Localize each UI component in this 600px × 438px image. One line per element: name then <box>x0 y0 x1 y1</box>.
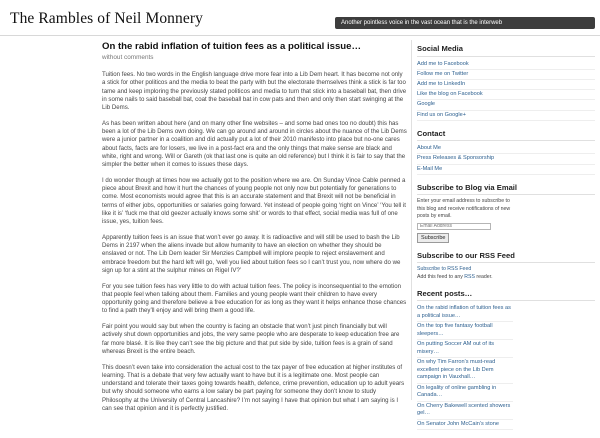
google-link[interactable]: Google <box>417 101 436 108</box>
press-releases-link[interactable]: Press Releases & Sponsorship <box>417 155 495 162</box>
list-item <box>417 322 513 340</box>
twitter-link[interactable]: Follow me on Twitter <box>417 70 469 77</box>
recent-posts-list <box>417 304 513 430</box>
list-item <box>417 70 595 80</box>
sidebar-divider <box>411 40 412 400</box>
recent-post-link[interactable]: On the rabid inflation of tuition fees as a political issue… <box>417 305 511 319</box>
list-item <box>417 100 595 110</box>
post-paragraph: Fair point you would say but when the country is facing an obstacle that won’t just pinch financially but will actively shut down opportunities and jobs, the very same people who are desperate to keep education free are far more blasé. It is like they can’t see the big picture and that put side by side, tuition fees is a grain of sand whereas Brexit is the entire beach. <box>102 323 400 355</box>
list-item <box>417 304 513 322</box>
recent-posts-heading: Recent posts… <box>417 289 595 302</box>
google-plus-link[interactable]: Find us on Google+ <box>417 111 466 118</box>
social-media-heading: Social Media <box>417 44 595 57</box>
facebook-link[interactable]: Add me to Facebook <box>417 60 469 67</box>
list-item <box>417 90 595 100</box>
subscribe-email-heading: Subscribe to Blog via Email <box>417 183 595 196</box>
post-paragraph: This doesn’t even take into consideration the actual cost to the tax payer of free education at higher institutes of learning. That is a debate that very few actually want to have but it is a legitimate one. Most people can understand and tolerate their taxes going towards health, defence, crime prevention, education up to adult years but why should someone who earns a low salary be part paying for someone they don’t know to study Philosophy at the University of Central Lancashire? I’m not saying I have that opinion but what I am saying is I can see that opinion and it is perfectly justified. <box>102 363 405 412</box>
sidebar <box>417 44 595 438</box>
subscribe-button[interactable]: Subscribe <box>417 233 449 243</box>
list-item <box>417 165 595 175</box>
subscribe-description: Enter your email address to subscribe to this blog and receive notifications of new posts by email. <box>417 198 511 219</box>
list-item <box>417 358 513 384</box>
rss-feed-link[interactable]: Subscribe to RSS Feed <box>417 266 472 273</box>
rss-subscribe-line <box>417 266 595 273</box>
email-address-input[interactable] <box>417 223 491 230</box>
list-item <box>417 402 513 420</box>
list-item <box>417 384 513 402</box>
rss-reader-suffix: reader. <box>474 273 493 280</box>
post-paragraph: For you see tuition fees has very little to do with actual tuition fees. The policy is inconsequential to the emotion that people feel when talking about them. Families and young people want their children to have every opportunity going and therefore believe a free education for as long as they want it helps enhance those chances to find a path they’ll enjoy and will bring them a good life. <box>102 282 407 315</box>
spacer <box>417 243 595 251</box>
recent-post-link[interactable]: On legality of online gambling in Canada… <box>417 384 497 399</box>
list-item <box>417 144 595 154</box>
linkedin-link[interactable]: Add me to LinkedIn <box>417 80 466 87</box>
list-item <box>417 60 595 70</box>
rss-link[interactable]: RSS <box>464 273 475 280</box>
about-me-link[interactable]: About Me <box>417 145 441 152</box>
list-item <box>417 80 595 90</box>
post-paragraph: Apparently tuition fees is an issue that won’t ever go away. It is radioactive and will still be used to bash the Lib Dems in 2197 when the aliens invade but allow humanity to have an election on whether they should be enslaved or not. The Lib Dem leader Sir Menzies Campbell will implore people to reject enslavement and embrace freedom but the hard left will go, ‘well you lied about tuition fees so I can’t trust you, now where do we sign up for a stint at the sulphur mines on Rigel IV?’ <box>102 233 401 274</box>
recent-post-link[interactable]: On the top five fantasy football sleepers… <box>417 323 493 337</box>
rss-reader-prefix: Add this feed to any <box>417 273 465 280</box>
list-item <box>417 340 513 358</box>
email-me-link[interactable]: E-Mail Me <box>417 165 443 172</box>
list-item <box>417 111 595 121</box>
post-title[interactable]: On the rabid inflation of tuition fees as a political issue… <box>102 41 362 52</box>
facebook-page-link[interactable]: Like the blog on Facebook <box>417 91 483 98</box>
recent-post-link[interactable]: On putting Soccer AM out of its misery… <box>417 341 495 355</box>
site-header <box>0 0 600 36</box>
post-article <box>102 40 407 421</box>
post-paragraph: I do wonder though at times how we actually got to the position where we are. On Sunday Vince Cable penned a piece about Brexit and how it hurt the chances of young people not only now but potentially for generations to come. Most economists would agree that this is an accurate statement and that Brexit will not be beneficial in terms of either jobs, opportunities or salaries going forward. Yet instead of people going ‘right on Vince’ ‘You tell it like it is’ ‘fuck me that old geezer actually knows some shit’ or words to that effect, social media was full of one issue, yes, tuition fees. <box>102 176 406 225</box>
contact-heading: Contact <box>417 129 595 142</box>
post-paragraph: As has been written about here (and on many other fine websites – and some bad ones too no doubt) this has been a lot of the Lib Dems own doing. We can go around and around in circles about the nuance of the Lib Dems were a junior partner in a coalition and did actually put a lot of their 2010 manifesto into place but no-one cares about facts, facts are for losers, we live in a post-fact era and the only things that make sense are black and white, right and wrong. Will or Gareth (ok that last one is quite an old reference) but I think it is fair to say that the simpler the better when it comes to issues these days. <box>102 119 407 168</box>
recent-post-link[interactable]: On Senator John McCain’s stone <box>417 420 499 427</box>
social-media-list <box>417 60 595 121</box>
recent-post-link[interactable]: On Cherry Bakewell scented showers gel… <box>417 402 511 417</box>
contact-list <box>417 144 595 175</box>
rss-reader-line <box>417 274 595 281</box>
spacer <box>417 281 595 289</box>
post-paragraph: Tuition fees. No two words in the English language drive more fear into a Lib Dem heart. It has become not only a stick for other politicos and the media to beat the party with but the electorate themselves think a stick is far too tame and keep imploring the previously stated politicos and media to turn that stick into a baseball bat, then drive in some nails to said baseball bat, coat the baseball bat in cow pats and then and only then start swinging at the Lib Dems. <box>102 71 407 111</box>
site-tagline: Another pointless voice in the vast ocean that is the interweb <box>335 17 595 29</box>
recent-post-link[interactable]: On why Tim Farron’s must-read excellent piece on the Lib Dem campaign in Vauxhall… <box>417 359 496 381</box>
list-item <box>417 420 513 431</box>
post-body <box>102 71 407 413</box>
site-title[interactable]: The Rambles of Neil Monnery <box>10 10 203 27</box>
post-comments-link[interactable]: without comments <box>102 54 154 61</box>
rss-heading: Subscribe to our RSS Feed <box>417 251 595 264</box>
list-item <box>417 154 595 164</box>
